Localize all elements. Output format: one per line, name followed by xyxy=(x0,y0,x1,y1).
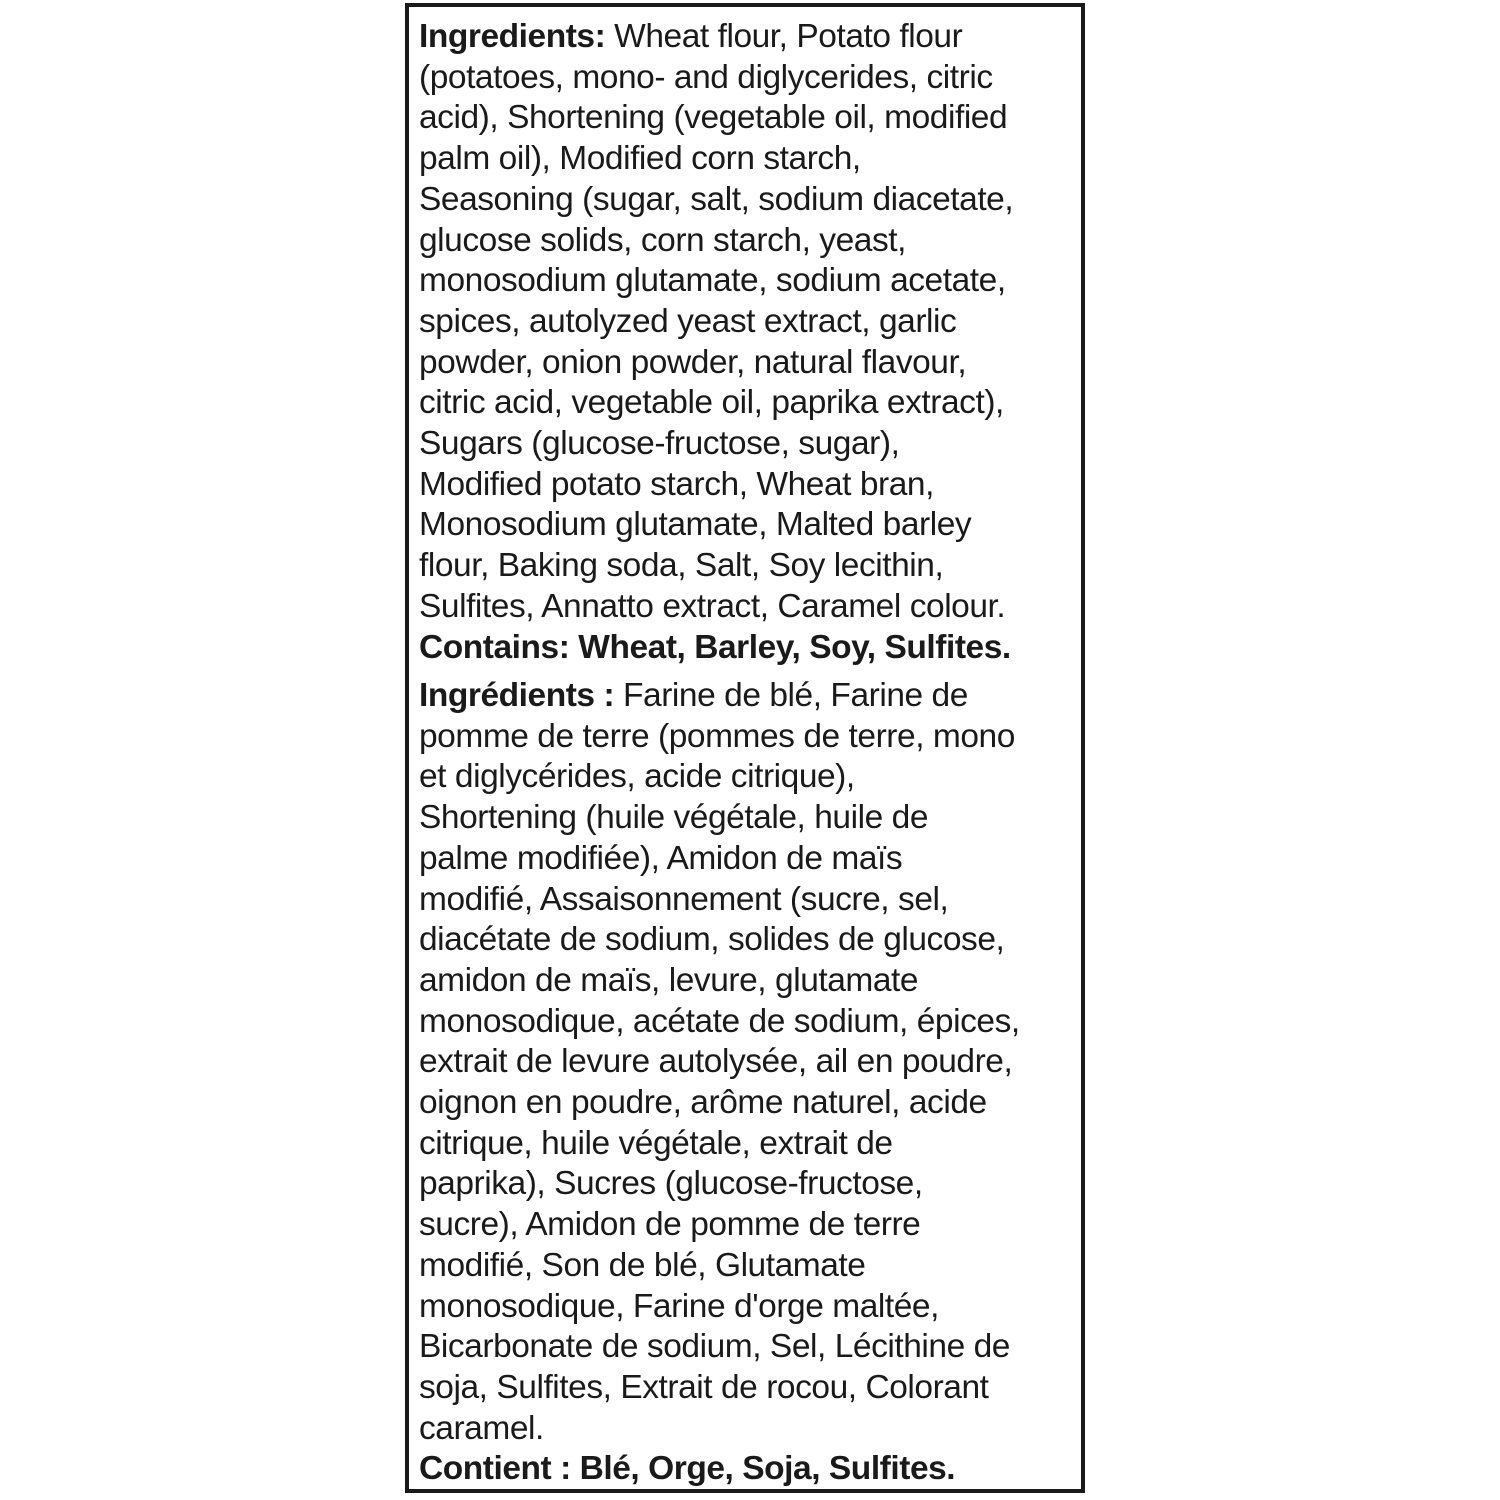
ingredients-text-line: et diglycérides, acide citrique), xyxy=(419,758,855,796)
ingredients-text-line: oignon en poudre, arôme naturel, acide xyxy=(419,1084,987,1122)
ingredients-text-line: Bicarbonate de sodium, Sel, Lécithine de xyxy=(419,1328,1010,1366)
ingredients-text-line: extrait de levure autolysée, ail en poudre, xyxy=(419,1043,1013,1081)
ingredients-text-line: Shortening (huile végétale, huile de xyxy=(419,799,929,837)
ingredients-text-line: palm oil), Modified corn starch, xyxy=(419,140,861,178)
ingredients-text-line: glucose solids, corn starch, yeast, xyxy=(419,221,906,259)
ingredients-heading-fr: Ingrédients : xyxy=(419,677,615,714)
ingredients-text-line: diacétate de sodium, solides de glucose, xyxy=(419,921,1005,959)
ingredients-first-line-en xyxy=(419,17,1081,58)
ingredients-text-line: flour, Baking soda, Salt, Soy lecithin, xyxy=(419,547,944,585)
allergen-statement-en: Contains: Wheat, Barley, Soy, Sulfites. xyxy=(419,628,1011,666)
ingredients-text-line: citrique, huile végétale, extrait de xyxy=(419,1124,893,1162)
ingredients-first-line-fr xyxy=(419,676,1081,717)
ingredients-text-line: Sugars (glucose-fructose, sugar), xyxy=(419,425,900,463)
ingredients-heading-en: Ingredients: xyxy=(419,18,606,55)
ingredients-text-line: Monosodium glutamate, Malted barley xyxy=(419,506,972,544)
ingredients-text-line: Modified potato starch, Wheat bran, xyxy=(419,465,934,503)
ingredients-text-line: modifié, Son de blé, Glutamate xyxy=(419,1246,866,1284)
ingredients-text-line: pomme de terre (pommes de terre, mono xyxy=(419,717,1015,755)
ingredients-label-panel xyxy=(405,3,1085,1493)
ingredients-text-line: monosodique, acétate de sodium, épices, xyxy=(419,1002,1020,1040)
ingredients-text-line: Seasoning (sugar, salt, sodium diacetate, xyxy=(419,180,1014,218)
ingredients-text-line: modifié, Assaisonnement (sucre, sel, xyxy=(419,880,949,918)
ingredients-text-line: Sulfites, Annatto extract, Caramel colour. xyxy=(419,587,1006,625)
ingredients-text-line: acid), Shortening (vegetable oil, modified xyxy=(419,99,1008,137)
ingredients-text-line: Wheat flour, Potato flour xyxy=(605,18,963,55)
ingredients-text-line: caramel. xyxy=(419,1409,544,1447)
ingredients-text-line: sucre), Amidon de pomme de terre xyxy=(419,1206,921,1244)
ingredients-text-line: spices, autolyzed yeast extract, garlic xyxy=(419,302,957,340)
ingredients-text-line: monosodium glutamate, sodium acetate, xyxy=(419,262,1006,300)
ingredients-text-line: paprika), Sucres (glucose-fructose, xyxy=(419,1165,923,1203)
allergen-statement-fr: Contient : Blé, Orge, Soja, Sulfites. xyxy=(419,1450,956,1488)
ingredients-text-line: amidon de maïs, levure, glutamate xyxy=(419,961,919,999)
ingredients-text-line: citric acid, vegetable oil, paprika extract), xyxy=(419,384,1004,422)
ingredients-text-line: soja, Sulfites, Extrait de rocou, Colorant xyxy=(419,1368,989,1406)
english-ingredients-section xyxy=(419,17,1081,668)
ingredients-text-line: palme modifiée), Amidon de maïs xyxy=(419,839,903,877)
ingredients-text-line: powder, onion powder, natural flavour, xyxy=(419,343,967,381)
ingredients-text-line: Farine de blé, Farine de xyxy=(614,677,968,714)
ingredients-text-line: monosodique, Farine d'orge maltée, xyxy=(419,1287,939,1325)
french-ingredients-section xyxy=(419,676,1081,1490)
ingredients-text-line: (potatoes, mono- and diglycerides, citric xyxy=(419,58,993,96)
